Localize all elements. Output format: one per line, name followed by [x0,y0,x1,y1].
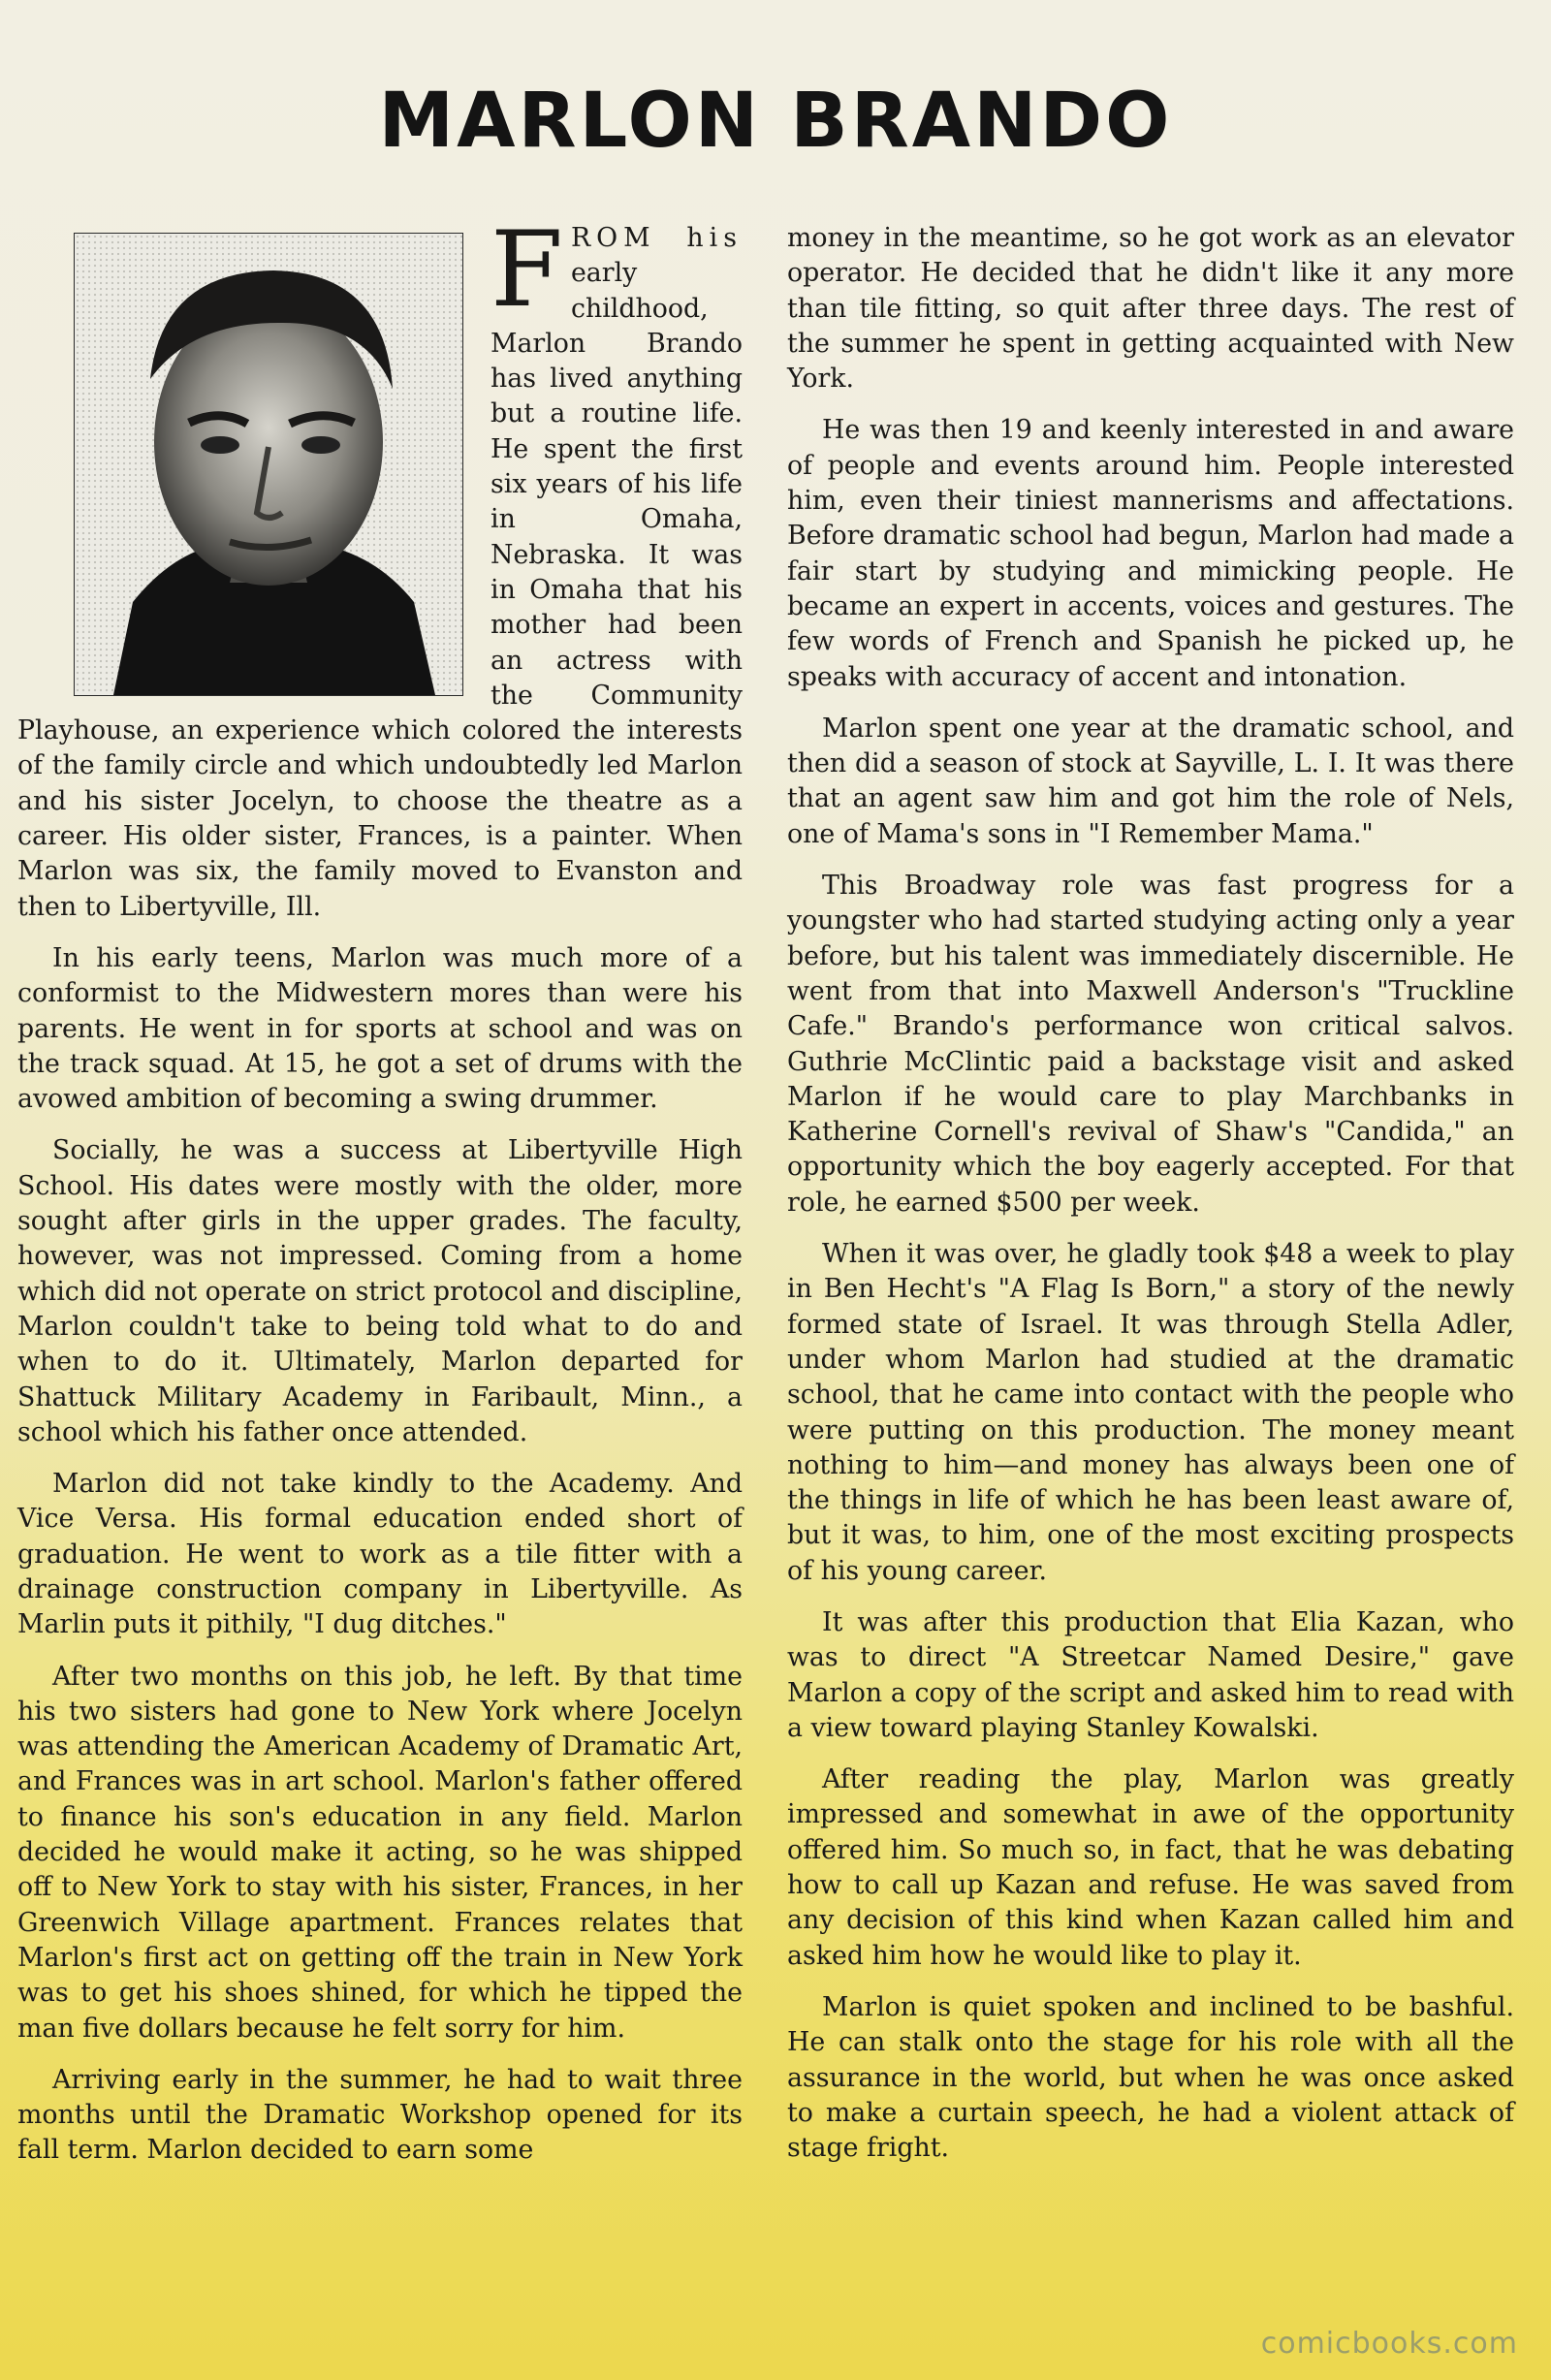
portrait-photo [74,233,463,696]
article-paragraph: After two months on this job, he left. By that time his two sisters had gone to New York where Jocelyn was attending the American Academy of Dramatic Art, and Frances was in art school. Marlon's father offered to finance his son's education in any field. Marlon decided he would make it acting, so he was shipped off to New York to stay with his sister, Frances, in her Greenwich Village apartment. Frances relates that Marlon's first act on getting off the train in New York was to get his shoes shined, for which he tipped the man five dollars because he felt sorry for him. [17,1661,743,2044]
lead-text: ROM his [570,223,743,253]
article-paragraph: When it was over, he gladly took $48 a week to play in Ben Hecht's "A Flag Is Born," a story of the newly formed state of Israel. It was through Stella Adler, under whom Marlon had studied at the dramatic school, that he came into contact with the people who were putting on this production. The money meant nothing to him—and money has always been one of the things in life of which he has been least aware of, but it was, to him, one of the most exciting prospects of his young career. [787,1239,1514,1586]
article-paragraph: Marlon spent one year at the dramatic school, and then did a season of stock at Sayville, L. I. It was there that an agent saw him and got him the role of Nels, one of Mama's sons in "I Remember Mama." [787,713,1514,849]
paragraph-text: early childhood, Marlon Brando has lived anything but a routine life. He spent the first six years of his life in Omaha, Nebraska. It was in Omaha that his mother had been an actress with the Community Playhouse, an experience which colored the interests of the family circle and which undoubtedly led Marlon and his sister Jocelyn, to choose the theatre as a career. His older sister, Frances, is a painter. When Marlon was six, the family moved to Evanston and then to Libertyville, Ill. [17,258,743,922]
article-paragraph: Marlon did not take kindly to the Academy. And Vice Versa. His formal education ended short of graduation. He went to work as a tile fitter with a drainage construction company in Libertyville. As Marlin puts it pithily, "I dug ditches." [17,1469,743,1640]
article-paragraph: This Broadway role was fast progress for a youngster who had started studying acting only a year before, but his talent was immediately discernible. He went from that into Maxwell Anderson's "Truckline Cafe." Brando's performance won critical salvos. Guthrie McClintic paid a backstage visit and asked Marlon if he would care to play Marchbanks in Katherine Cornell's revival of Shaw's "Candida," an opportunity which the boy eagerly accepted. For that role, he earned $500 per week. [787,871,1514,1218]
article-paragraph: money in the meantime, so he got work as an elevator operator. He decided that he didn't like it any more than tile fitting, so quit after three days. The rest of the summer he spent in getting acquainted with New York. [787,223,1514,395]
article-column-left [17,209,743,2185]
portrait-icon [75,234,462,695]
article-column-right [787,221,1514,2182]
article-paragraph: In his early teens, Marlon was much more of a conformist to the Midwestern mores than were his parents. He went in for sports at school and was on the track squad. At 15, he got a set of drums with the avowed ambition of becoming a swing drummer. [17,942,743,1115]
article-paragraph: After reading the play, Marlon was greatly impressed and somewhat in awe of the opportunity offered him. So much so, in fact, that he was debating how to call up Kazan and refuse. He was saved from any decision of this kind when Kazan called him and asked him how he would like to play it. [787,1764,1514,1971]
article-paragraph: Socially, he was a success at Libertyville High School. His dates were mostly with the older, more sought after girls in the upper grades. The faculty, however, was not impressed. Coming from a home which did not operate on strict protocol and discipline, Marlon couldn't take to being told what to do and when to do it. Ultimately, Marlon departed for Shattuck Military Academy in Faribault, Minn., a school which his father once attended. [17,1135,743,1447]
article-paragraph: He was then 19 and keenly interested in and aware of people and events around him. People interested him, even their tiniest mannerisms and affectations. Before dramatic school had begun, Marlon had made a fair start by studying and mimicking people. He became an expert in accents, voices and gestures. The few words of French and Spanish he picked up, he speaks with accuracy of accent and intonation. [787,415,1514,692]
watermark: comicbooks.com [1260,2327,1518,2361]
article-paragraph: Arriving early in the summer, he had to wait three months until the Dramatic Workshop opened for its fall term. Marlon decided to earn some [17,2064,743,2166]
article-paragraph: It was after this production that Elia Kazan, who was to direct "A Streetcar Named Desire," gave Marlon a copy of the script and asked him to read with a view toward playing Stanley Kowalski. [787,1606,1514,1743]
drop-cap: F [491,209,563,331]
article-paragraph: Marlon is quiet spoken and inclined to be bashful. He can stalk onto the stage for his role with all the assurance in the world, but when he was once asked to make a curtain speech, he had a violent attack of stage fright. [787,1991,1514,2164]
page-title: MARLON BRANDO [378,78,1173,165]
